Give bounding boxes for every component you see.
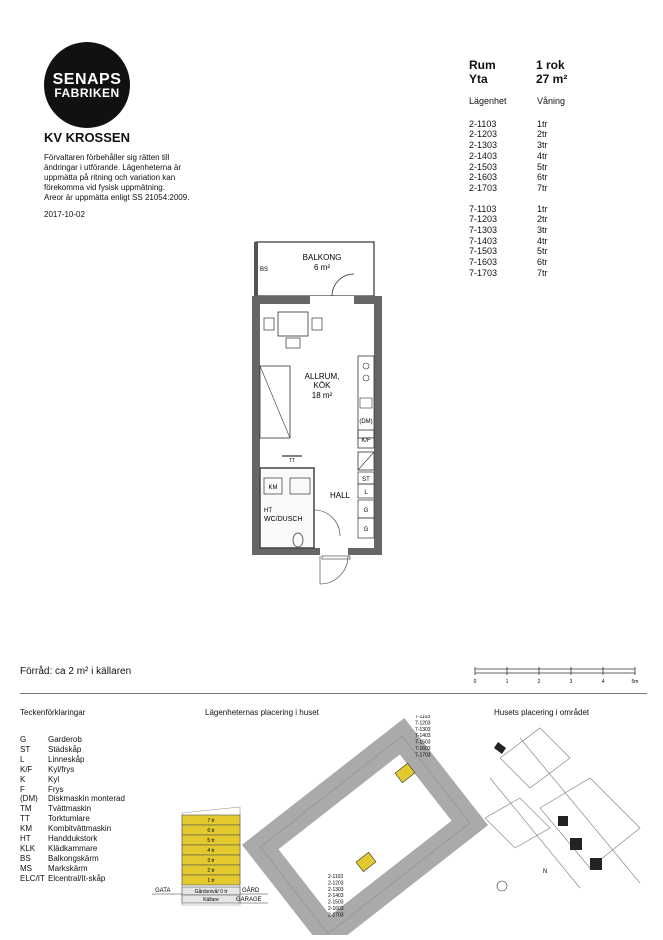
unit-id: 7-1303 [469,225,498,236]
unit-floor: 6tr [537,172,548,183]
floor-plan [240,238,390,588]
legend-item [20,745,125,755]
unit-id: 2-1303 [469,140,498,151]
entry-door-swing [320,556,348,584]
scale-tick-label: 5m [631,679,639,684]
kallare-label: Källare [203,897,219,903]
unit-floor: 2tr [537,214,548,225]
unit-floor: 1tr [537,118,548,129]
unit-id: 2-1103 [469,118,497,129]
gard-label: GÅRD [242,888,260,894]
entry-door-gap [320,548,348,555]
legend-item [20,794,125,804]
unit-floor: 3tr [537,140,548,151]
unit-row [469,214,565,225]
wc-label: WC/DUSCH [264,516,303,523]
north-label: N [542,869,548,875]
legend-desc: Kyl/frys [48,764,75,774]
balcony-door-swing [332,274,354,296]
unit-id: 2-1603 [469,172,498,183]
floor-label: 3 tr [207,858,215,864]
scale-bar [470,664,650,684]
g-label: G [363,508,369,514]
disclaimer-line: uppmätta på ritning och variation kan [44,173,176,182]
header-vaning: Våning [537,96,566,106]
unit-tag: 7-1403 [415,733,431,740]
legend-code: ST [20,744,31,754]
unit-row [469,257,565,268]
scale-tick-label: 2 [537,679,541,684]
unit-row [469,246,565,257]
unit-tag: 2-1503 [328,899,344,906]
floor-label: 1 tr [207,878,215,884]
disclaimer-line: förekomma vid fysisk uppmätning. [44,183,165,192]
chair [312,318,322,330]
kok-label: KÖK [313,381,331,390]
kf-label: K/F [361,438,371,444]
legend-code: F [20,784,25,794]
unit-floor: 5tr [537,246,548,257]
legend-item [20,834,125,844]
legend-code: G [20,735,27,744]
legend-title: Teckenförklaringar [20,708,86,717]
unit-id: 7-1403 [469,235,498,246]
unit-row [469,183,565,194]
unit-row [469,204,565,215]
legend-item [20,775,125,785]
unit-tag: 7-1703 [415,752,431,759]
unit-floor: 6tr [537,257,548,268]
legend-item [20,864,125,874]
project-name: KV KROSSEN [44,130,130,145]
legend-desc: Torktumlare [48,814,90,824]
legend-item [20,735,125,745]
unit-row [469,151,565,162]
unit-tag: 7-1303 [415,726,431,733]
unit-tag: 7-1203 [415,720,431,727]
legend-desc: Handdukstork [48,834,98,844]
unit-tag: 7-1503 [415,739,431,746]
unit-id: 2-1703 [469,182,498,193]
building-placement-map [150,715,490,935]
unit-tag: 2-1403 [328,893,344,900]
unit-tag: 2-1603 [328,906,344,912]
unit-id: 7-1503 [469,246,498,257]
unit-row [469,172,565,183]
logo-line2: FABRIKEN [54,85,120,100]
sink [360,398,372,408]
kitchen-counter [358,356,374,438]
legend-code: ELC/IT [20,873,45,883]
chair [286,338,300,348]
balkong-label: BALKONG [302,253,342,262]
area-title: Husets placering i området [494,708,590,717]
unit-row [469,236,565,247]
dining-table [278,312,308,336]
legend-item [20,874,125,884]
legend-item [20,785,125,795]
bath-door-swing [314,510,340,536]
storage-note: Förråd: ca 2 m² i källaren [20,666,132,677]
unit-floor: 2tr [537,129,548,140]
unit-table [469,96,565,279]
area-map [480,718,650,893]
legend-code: K/F [20,764,33,774]
legend-item [20,844,125,854]
yta-value: 27 m² [536,72,568,86]
legend-code: L [20,754,25,764]
divider [20,693,647,694]
legend-item [20,804,125,814]
legend-code: TM [20,804,32,814]
gardsniva-label: Gårdsnivå/ 0 tr [194,889,228,895]
unit-floor: 4tr [537,235,548,246]
legend-desc: Diskmaskin monterad [48,794,125,804]
legend-desc: Tvättmaskin [48,804,92,814]
rum-label: Rum [469,58,496,72]
plan-date: 2017-10-02 [44,210,85,219]
legend-item [20,854,125,864]
unit-row [469,225,565,236]
unit-id: 2-1503 [469,161,498,172]
unit-row [469,119,565,130]
floor-label: 6 tr [207,828,215,834]
header-lagenhet: Lägenhet [469,96,507,106]
legend-desc: Markskärm [48,863,88,873]
legend-code: HT [20,834,31,844]
unit-tag: 2-1203 [328,880,344,887]
floor-label: 4 tr [207,848,215,854]
legend-desc: Elcentral/It-skåp [48,873,106,883]
legend-desc: Garderob [48,735,82,744]
unit-tag: 2-1103 [328,874,344,880]
rum-value: 1 rok [536,58,565,72]
unit-row [469,140,565,151]
ht-label: HT [264,508,272,514]
legend-item [20,824,125,834]
floor-label: 7 tr [207,818,215,824]
unit-id: 7-1103 [469,203,497,214]
unit-table-header [469,96,565,107]
scale-tick-label: 4 [601,679,605,684]
legend-desc: Linneskåp [48,754,85,764]
placement-title: Lägenheternas placering i huset [205,708,319,717]
legend-desc: Balkongskärm [48,853,99,863]
unit-id: 7-1203 [469,214,498,225]
senaps-fabriken-logo [44,42,130,128]
bs-label: BS [260,267,269,273]
unit-id: 7-1703 [469,267,498,278]
balcony-door-gap [310,296,354,304]
unit-tag: 2-1703 [328,912,344,919]
st-label: ST [362,477,370,483]
legend-item [20,814,125,824]
hall-label: HALL [329,491,351,500]
unit-id: 2-1403 [469,150,498,161]
scale-tick-label: 1 [505,679,509,684]
unit-floor: 7tr [537,267,548,278]
chair [264,318,274,330]
unit-row [469,129,565,140]
legend-code: BS [20,853,31,863]
legend-code: KLK [20,843,36,853]
balcony-screen [254,242,258,296]
legend-item [20,765,125,775]
unit-id: 7-1603 [469,257,498,268]
logo-line1: SENAPS [52,70,122,88]
unit-floor: 3tr [537,225,548,236]
unit-floor: 5tr [537,161,548,172]
scale-tick-label: 0 [473,679,477,684]
unit-tag: 7-1603 [415,746,431,752]
wall-right [374,296,382,554]
unit-floor: 4tr [537,150,548,161]
scale-tick-label: 3 [569,679,573,684]
unit-id: 2-1203 [469,129,498,140]
km-label: KM [268,485,278,491]
unit-tag: 2-1303 [328,886,344,893]
gata-label: GATA [155,888,171,894]
legend-code: K [20,774,26,784]
unit-floor: 7tr [537,182,548,193]
legend-desc: Frys [48,784,64,794]
unit-row [469,162,565,173]
legend-desc: Städskåp [48,744,82,754]
legend-code: TT [20,814,30,824]
legend-desc: Klädkammare [48,843,98,853]
floor-label: 2 tr [207,868,215,874]
legend-code: KM [20,824,32,834]
unit-row [469,268,565,279]
legend-code: (DM) [20,794,38,804]
allrum-area: 18 m² [311,391,333,400]
legend-code: MS [20,863,32,873]
g-label-2: G [363,527,369,533]
legend-list [20,735,125,884]
legend-desc: Kombitvättmaskin [48,824,112,834]
floor-label: 5 tr [207,838,215,844]
balkong-area: 6 m² [314,263,330,272]
allrum-label: ALLRUM, [304,372,340,381]
legend-item [20,755,125,765]
unit-tag: 7-1103 [415,715,431,720]
disclaimer-line: Förvaltaren förbehåller sig rätten till [44,153,170,162]
yta-label: Yta [469,72,488,86]
dm-label: (DM) [359,419,373,425]
disclaimer [44,153,244,203]
wall-left [252,296,260,554]
tv-label: TT [288,458,296,464]
disclaimer-line: Areor är uppmätta enligt SS 21054:2009. [44,193,190,202]
unit-highlight-2 [356,852,376,871]
l-label: L [364,490,368,496]
legend-desc: Kyl [48,774,60,784]
wall-bottom [252,548,382,555]
unit-floor: 1tr [537,203,548,214]
disclaimer-line: ändringar i utförande. Lägenheterna är [44,163,181,172]
garage-label: GARAGE [236,897,262,903]
